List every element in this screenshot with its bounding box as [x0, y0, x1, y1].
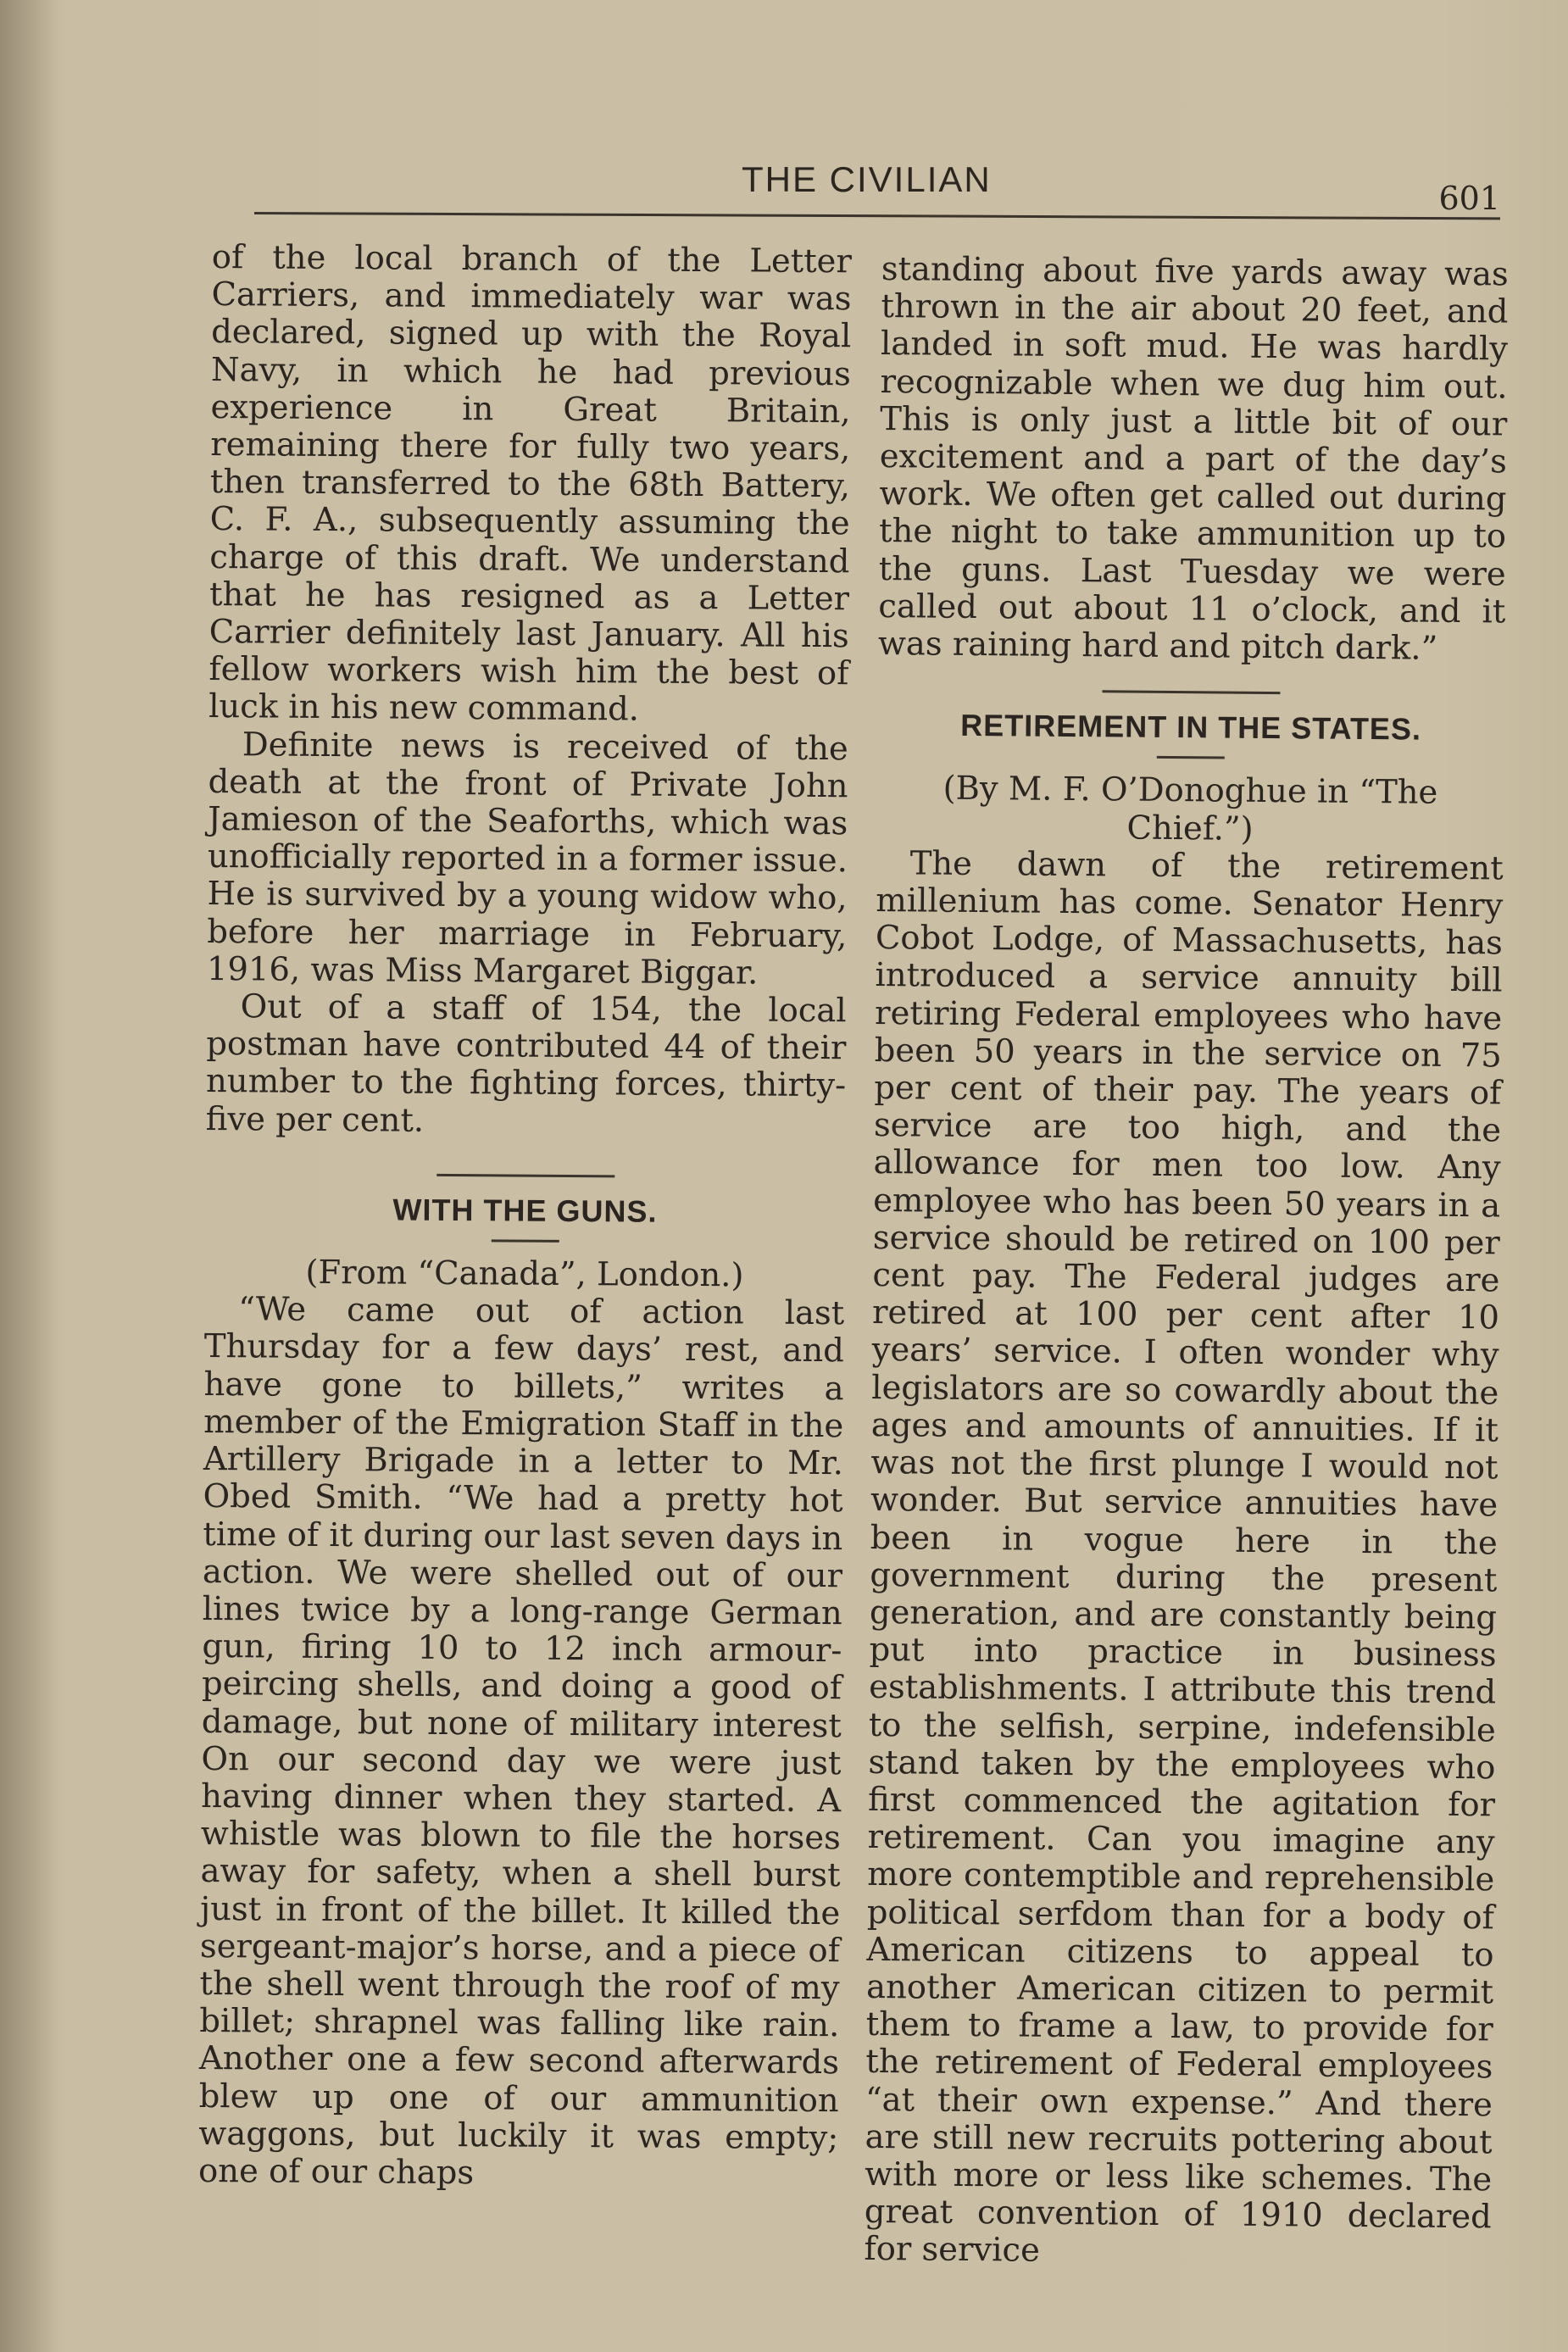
- article-heading-with-the-guns: WITH THE GUNS.: [392, 1192, 658, 1229]
- article-byline-canada: (From “Canada”, London.): [305, 1253, 744, 1295]
- binding-shadow: [0, 0, 59, 2352]
- heading-rule: [1157, 756, 1225, 759]
- article-heading-retirement: RETIREMENT IN THE STATES.: [960, 708, 1422, 747]
- section-divider: [1102, 691, 1280, 695]
- page-header: [254, 159, 1500, 227]
- article-body-retirement: The dawn of the retirement millenium has come. Senator Henry Cobot Lodge, of Massachusetts, has introduced a service annuity bill retiring Federal employees who have been 50 years in the service on 75 per cent of their pay. The years of service are too high, and the allowance for men too low. Any employee who has been 50 years in a service should be retired on 100 per cent pay. The Federal judges are retired at 100 per cent after 10 years’ service. I often wonder why legislators are so cowardly about the ages and amounts of annuities. If it was not the first plunge I would not wonder. But service annuities have been in vogue here in the government during the present generation, and are constantly being put into practice in business establishments. I attribute this trend to the selfish, serpine, indefensible stand taken by the employees who first commenced the agitation for retirement. Can you imagine any more contemptible and reprehensible political serfdom than for a body of American citizens to appeal to another American citizen to permit them to frame a law, to provide for the retirement of Federal employees “at their own expense.” And there are still new recruits pottering about with more or less like schemes. The great convention of 1910 declared for service: [864, 844, 1504, 2271]
- paragraph-staff-count: Out of a staff of 154, the local postman have contributed 44 of their number to the fighting forces, thirty-five per cent.: [205, 987, 847, 1140]
- page-number: 601: [1438, 180, 1500, 217]
- section-divider: [436, 1174, 614, 1177]
- paragraph-jamieson: Definite news is received of the death at the front of Private John Jamieson of the Seaforths, which was unofficially reported in a former issue. He is survived by a young widow who, before her marriage in February, 1916, was Miss Margaret Biggar.: [206, 725, 848, 993]
- heading-rule: [491, 1239, 559, 1243]
- paragraph-letter-carrier: of the local branch of the Letter Carriers, and immediately war was declared, signed up with the Royal Navy, in which he had previous experience in Great Britain, remaining there for fully two years, then transferred to the 68th Battery, C. F. A., subsequently assuming the charge of this draft. We understand that he has resigned as a Letter Carrier definitely last January. All his fellow workers wish him the best of luck in his new command.: [208, 238, 852, 729]
- paragraph-continuation: standing about five yards away was thrown in the air about 20 feet, and landed in soft mud. He was hardly recognizable when we dug him out. This is only just a little bit of our excitement and a part of the day’s work. We often get called out during the night to take ammunition up to the guns. Last Tuesday we were called out about 11 o’clock, and it was raining hard and pitch dark.”: [877, 250, 1509, 668]
- header-rule: [254, 212, 1500, 220]
- left-column: [198, 239, 852, 2194]
- running-title: THE CIVILIAN: [742, 159, 992, 199]
- article-byline-odonoghue: (By M. F. O’Donoghue in “The Chief.”): [942, 770, 1438, 848]
- right-column: [864, 251, 1509, 2274]
- article-body-with-the-guns: “We came out of action last Thursday for a few days’ rest, and have gone to billets,” writes a member of the Emigration Staff in the Artillery Brigade in a letter to Mr. Obed Smith. “We had a pretty hot time of it during our last seven days in action. We were shelled out of our lines twice by a long-range German gun, firing 10 to 12 inch armour-peircing shells, and doing a good of damage, but none of military interest On our second day we were just having dinner when they started. A whistle was blown to file the horses away for safety, when a shell burst just in front of the billet. It killed the sergeant-major’s horse, and a piece of the shell went through the roof of my billet; shrapnel was falling like rain. Another one a few second afterwards blew up one of our ammunition waggons, but luckily it was empty; one of our chaps: [197, 1290, 845, 2193]
